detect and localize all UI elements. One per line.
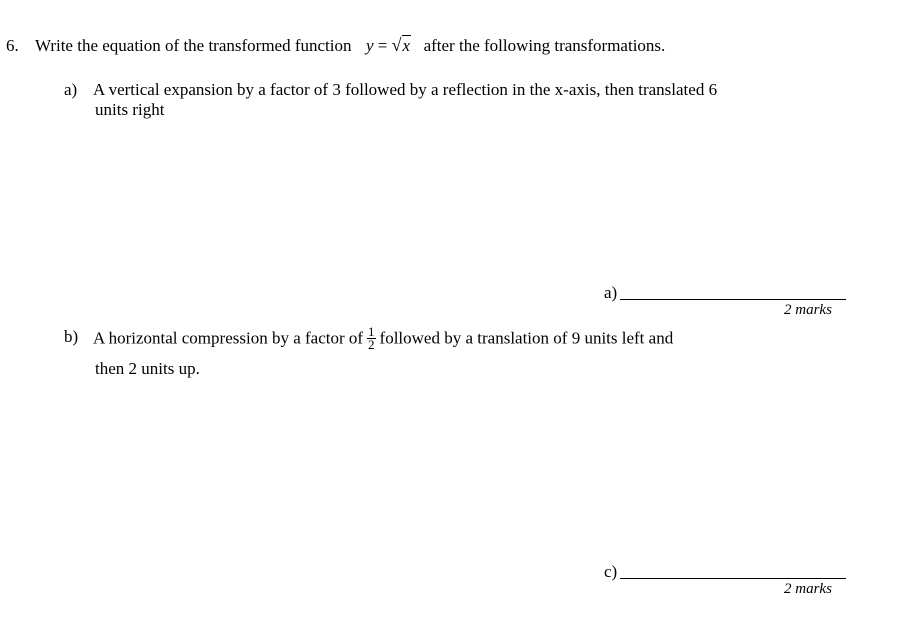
part-b-text-before: A horizontal compression by a factor of — [93, 328, 364, 348]
question-stem — [6, 35, 665, 56]
part-b-line2: then 2 units up. — [95, 359, 200, 378]
part-b-label: b) — [64, 327, 79, 346]
question-number: 6. — [6, 36, 19, 55]
part-a-marks: 2 marks — [784, 302, 832, 318]
sqrt-expression — [392, 35, 411, 56]
part-b-text-after: followed by a translation of 9 units left and — [379, 328, 674, 348]
equation-lhs: y — [366, 36, 374, 55]
answer-a-label: a) — [604, 283, 618, 302]
part-a-label: a) — [64, 80, 78, 99]
question-text-before: Write the equation of the transformed function — [34, 36, 352, 55]
fraction-one-half — [367, 326, 376, 351]
part-a-line1: A vertical expansion by a factor of 3 followed by a reflection in the x-axis, then translated 6 — [93, 80, 718, 99]
question-text-after: after the following transformations. — [423, 36, 666, 55]
radical-sign: √ — [391, 35, 402, 55]
part-c-marks: 2 marks — [784, 581, 832, 597]
part-b-line1 — [93, 324, 674, 352]
part-a-line2: units right — [95, 100, 165, 119]
equation-equals: = — [377, 36, 388, 55]
fraction-numerator: 1 — [368, 324, 375, 339]
radicand: x — [402, 36, 411, 55]
fraction-denominator: 2 — [368, 337, 375, 352]
answer-c-label: c) — [604, 562, 618, 581]
